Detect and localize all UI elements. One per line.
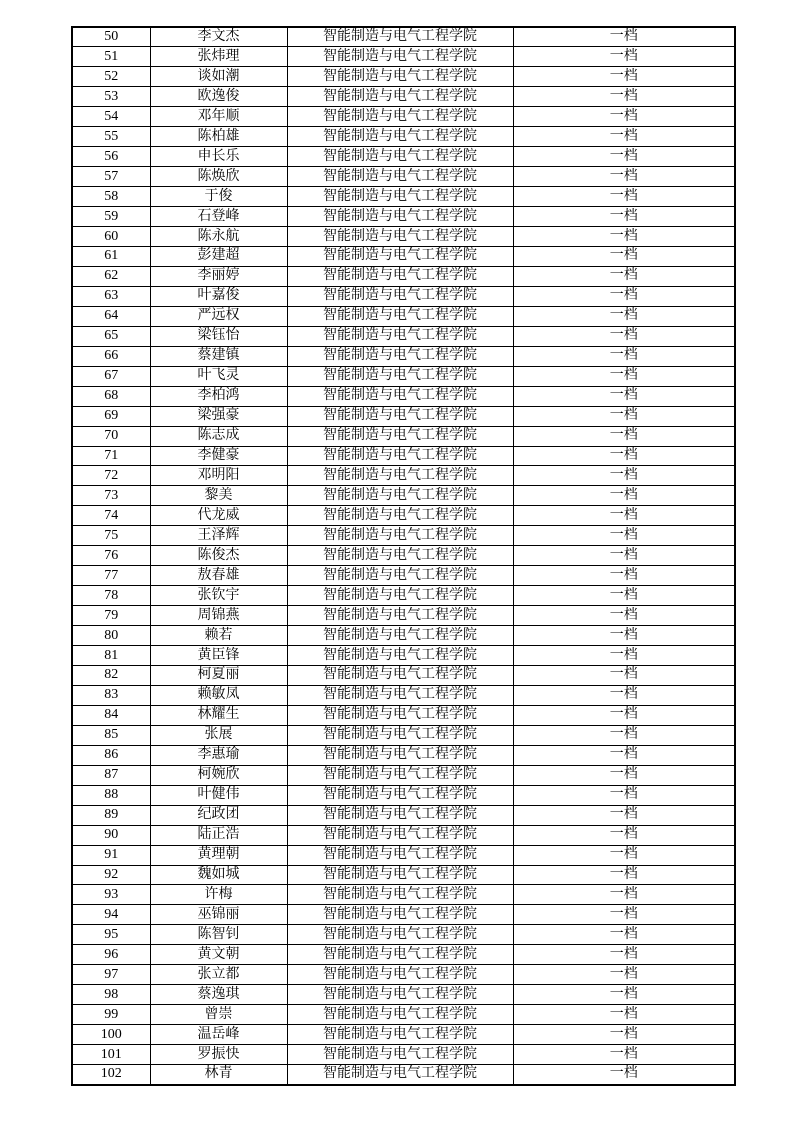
tier-cell: 一档 xyxy=(513,27,735,47)
tier-cell: 一档 xyxy=(513,526,735,546)
table-row xyxy=(72,765,735,785)
rank-cell: 97 xyxy=(72,965,150,985)
table-row xyxy=(72,985,735,1005)
rank-cell: 58 xyxy=(72,187,150,207)
tier-cell: 一档 xyxy=(513,227,735,247)
tier-cell: 一档 xyxy=(513,306,735,326)
table-row xyxy=(72,965,735,985)
table-row xyxy=(72,526,735,546)
tier-cell: 一档 xyxy=(513,167,735,187)
college-cell: 智能制造与电气工程学院 xyxy=(287,626,513,646)
tier-cell: 一档 xyxy=(513,266,735,286)
college-cell: 智能制造与电气工程学院 xyxy=(287,685,513,705)
college-cell: 智能制造与电气工程学院 xyxy=(287,865,513,885)
table-row xyxy=(72,506,735,526)
rank-cell: 81 xyxy=(72,646,150,666)
rank-cell: 64 xyxy=(72,306,150,326)
tier-cell: 一档 xyxy=(513,885,735,905)
tier-cell: 一档 xyxy=(513,666,735,686)
table-row xyxy=(72,147,735,167)
table-row xyxy=(72,745,735,765)
college-cell: 智能制造与电气工程学院 xyxy=(287,107,513,127)
tier-cell: 一档 xyxy=(513,1045,735,1065)
college-cell: 智能制造与电气工程学院 xyxy=(287,187,513,207)
table-row xyxy=(72,925,735,945)
name-cell: 于俊 xyxy=(150,187,287,207)
tier-cell: 一档 xyxy=(513,207,735,227)
college-cell: 智能制造与电气工程学院 xyxy=(287,326,513,346)
tier-cell: 一档 xyxy=(513,785,735,805)
table-row xyxy=(72,546,735,566)
college-cell: 智能制造与电气工程学院 xyxy=(287,127,513,147)
rank-cell: 91 xyxy=(72,845,150,865)
name-cell: 陆正浩 xyxy=(150,825,287,845)
rank-cell: 94 xyxy=(72,905,150,925)
tier-cell: 一档 xyxy=(513,626,735,646)
tier-cell: 一档 xyxy=(513,366,735,386)
college-cell: 智能制造与电气工程学院 xyxy=(287,446,513,466)
tier-cell: 一档 xyxy=(513,586,735,606)
tier-cell: 一档 xyxy=(513,346,735,366)
tier-cell: 一档 xyxy=(513,905,735,925)
table-row xyxy=(72,606,735,626)
college-cell: 智能制造与电气工程学院 xyxy=(287,1045,513,1065)
rank-cell: 93 xyxy=(72,885,150,905)
name-cell: 柯婉欣 xyxy=(150,765,287,785)
table-row xyxy=(72,266,735,286)
rank-cell: 59 xyxy=(72,207,150,227)
rank-cell: 79 xyxy=(72,606,150,626)
tier-cell: 一档 xyxy=(513,725,735,745)
roster-body xyxy=(72,27,735,1085)
rank-cell: 98 xyxy=(72,985,150,1005)
college-cell: 智能制造与电气工程学院 xyxy=(287,87,513,107)
name-cell: 李惠瑜 xyxy=(150,745,287,765)
tier-cell: 一档 xyxy=(513,466,735,486)
name-cell: 陈柏雄 xyxy=(150,127,287,147)
rank-cell: 95 xyxy=(72,925,150,945)
name-cell: 李健豪 xyxy=(150,446,287,466)
college-cell: 智能制造与电气工程学院 xyxy=(287,586,513,606)
college-cell: 智能制造与电气工程学院 xyxy=(287,885,513,905)
table-row xyxy=(72,825,735,845)
college-cell: 智能制造与电气工程学院 xyxy=(287,666,513,686)
college-cell: 智能制造与电气工程学院 xyxy=(287,207,513,227)
name-cell: 叶嘉俊 xyxy=(150,286,287,306)
tier-cell: 一档 xyxy=(513,246,735,266)
table-row xyxy=(72,626,735,646)
name-cell: 林青 xyxy=(150,1065,287,1085)
college-cell: 智能制造与电气工程学院 xyxy=(287,1025,513,1045)
rank-cell: 101 xyxy=(72,1045,150,1065)
rank-cell: 62 xyxy=(72,266,150,286)
tier-cell: 一档 xyxy=(513,127,735,147)
college-cell: 智能制造与电气工程学院 xyxy=(287,406,513,426)
rank-cell: 65 xyxy=(72,326,150,346)
college-cell: 智能制造与电气工程学院 xyxy=(287,1005,513,1025)
rank-cell: 75 xyxy=(72,526,150,546)
tier-cell: 一档 xyxy=(513,985,735,1005)
tier-cell: 一档 xyxy=(513,945,735,965)
rank-cell: 57 xyxy=(72,167,150,187)
table-row xyxy=(72,785,735,805)
table-row xyxy=(72,646,735,666)
table-row xyxy=(72,865,735,885)
name-cell: 梁钰怡 xyxy=(150,326,287,346)
rank-cell: 78 xyxy=(72,586,150,606)
name-cell: 敖春雄 xyxy=(150,566,287,586)
table-row xyxy=(72,87,735,107)
table-row xyxy=(72,207,735,227)
name-cell: 邓年顺 xyxy=(150,107,287,127)
college-cell: 智能制造与电气工程学院 xyxy=(287,266,513,286)
name-cell: 陈智钊 xyxy=(150,925,287,945)
name-cell: 巫锦丽 xyxy=(150,905,287,925)
rank-cell: 52 xyxy=(72,67,150,87)
college-cell: 智能制造与电气工程学院 xyxy=(287,725,513,745)
tier-cell: 一档 xyxy=(513,606,735,626)
college-cell: 智能制造与电气工程学院 xyxy=(287,566,513,586)
rank-cell: 83 xyxy=(72,685,150,705)
table-row xyxy=(72,386,735,406)
tier-cell: 一档 xyxy=(513,1025,735,1045)
table-row xyxy=(72,1005,735,1025)
rank-cell: 56 xyxy=(72,147,150,167)
name-cell: 欧逸俊 xyxy=(150,87,287,107)
college-cell: 智能制造与电气工程学院 xyxy=(287,1065,513,1085)
tier-cell: 一档 xyxy=(513,566,735,586)
name-cell: 梁强豪 xyxy=(150,406,287,426)
name-cell: 陈志成 xyxy=(150,426,287,446)
table-row xyxy=(72,286,735,306)
table-row xyxy=(72,1065,735,1085)
rank-cell: 66 xyxy=(72,346,150,366)
rank-cell: 74 xyxy=(72,506,150,526)
tier-cell: 一档 xyxy=(513,965,735,985)
rank-cell: 72 xyxy=(72,466,150,486)
name-cell: 谈如潮 xyxy=(150,67,287,87)
college-cell: 智能制造与电气工程学院 xyxy=(287,945,513,965)
table-row xyxy=(72,306,735,326)
rank-cell: 50 xyxy=(72,27,150,47)
table-row xyxy=(72,666,735,686)
table-row xyxy=(72,426,735,446)
rank-cell: 71 xyxy=(72,446,150,466)
name-cell: 周锦燕 xyxy=(150,606,287,626)
college-cell: 智能制造与电气工程学院 xyxy=(287,147,513,167)
tier-cell: 一档 xyxy=(513,546,735,566)
rank-cell: 82 xyxy=(72,666,150,686)
table-row xyxy=(72,566,735,586)
college-cell: 智能制造与电气工程学院 xyxy=(287,925,513,945)
tier-cell: 一档 xyxy=(513,745,735,765)
rank-cell: 55 xyxy=(72,127,150,147)
rank-cell: 88 xyxy=(72,785,150,805)
name-cell: 赖敏凤 xyxy=(150,685,287,705)
college-cell: 智能制造与电气工程学院 xyxy=(287,785,513,805)
tier-cell: 一档 xyxy=(513,426,735,446)
name-cell: 黄文朝 xyxy=(150,945,287,965)
table-row xyxy=(72,586,735,606)
name-cell: 温岳峰 xyxy=(150,1025,287,1045)
tier-cell: 一档 xyxy=(513,386,735,406)
name-cell: 叶健伟 xyxy=(150,785,287,805)
tier-cell: 一档 xyxy=(513,446,735,466)
rank-cell: 102 xyxy=(72,1065,150,1085)
rank-cell: 77 xyxy=(72,566,150,586)
table-row xyxy=(72,805,735,825)
tier-cell: 一档 xyxy=(513,486,735,506)
rank-cell: 61 xyxy=(72,246,150,266)
table-row xyxy=(72,107,735,127)
name-cell: 纪政团 xyxy=(150,805,287,825)
rank-cell: 60 xyxy=(72,227,150,247)
tier-cell: 一档 xyxy=(513,646,735,666)
table-row xyxy=(72,446,735,466)
name-cell: 黄理朝 xyxy=(150,845,287,865)
college-cell: 智能制造与电气工程学院 xyxy=(287,905,513,925)
tier-cell: 一档 xyxy=(513,286,735,306)
college-cell: 智能制造与电气工程学院 xyxy=(287,805,513,825)
tier-cell: 一档 xyxy=(513,67,735,87)
table-row xyxy=(72,27,735,47)
rank-cell: 89 xyxy=(72,805,150,825)
rank-cell: 85 xyxy=(72,725,150,745)
table-row xyxy=(72,705,735,725)
rank-cell: 51 xyxy=(72,47,150,67)
name-cell: 李丽婷 xyxy=(150,266,287,286)
rank-cell: 53 xyxy=(72,87,150,107)
rank-cell: 67 xyxy=(72,366,150,386)
college-cell: 智能制造与电气工程学院 xyxy=(287,306,513,326)
table-row xyxy=(72,486,735,506)
college-cell: 智能制造与电气工程学院 xyxy=(287,506,513,526)
name-cell: 陈永航 xyxy=(150,227,287,247)
college-cell: 智能制造与电气工程学院 xyxy=(287,286,513,306)
table-row xyxy=(72,466,735,486)
tier-cell: 一档 xyxy=(513,865,735,885)
tier-cell: 一档 xyxy=(513,765,735,785)
table-row xyxy=(72,326,735,346)
tier-cell: 一档 xyxy=(513,47,735,67)
name-cell: 蔡逸琪 xyxy=(150,985,287,1005)
college-cell: 智能制造与电气工程学院 xyxy=(287,27,513,47)
tier-cell: 一档 xyxy=(513,845,735,865)
college-cell: 智能制造与电气工程学院 xyxy=(287,546,513,566)
name-cell: 张钦宇 xyxy=(150,586,287,606)
rank-cell: 63 xyxy=(72,286,150,306)
table-row xyxy=(72,67,735,87)
table-row xyxy=(72,246,735,266)
name-cell: 蔡建镇 xyxy=(150,346,287,366)
college-cell: 智能制造与电气工程学院 xyxy=(287,985,513,1005)
table-row xyxy=(72,227,735,247)
name-cell: 曾崇 xyxy=(150,1005,287,1025)
name-cell: 黎美 xyxy=(150,486,287,506)
college-cell: 智能制造与电气工程学院 xyxy=(287,67,513,87)
rank-cell: 92 xyxy=(72,865,150,885)
tier-cell: 一档 xyxy=(513,406,735,426)
college-cell: 智能制造与电气工程学院 xyxy=(287,705,513,725)
college-cell: 智能制造与电气工程学院 xyxy=(287,526,513,546)
college-cell: 智能制造与电气工程学院 xyxy=(287,386,513,406)
college-cell: 智能制造与电气工程学院 xyxy=(287,845,513,865)
table-row xyxy=(72,1025,735,1045)
table-row xyxy=(72,127,735,147)
rank-cell: 80 xyxy=(72,626,150,646)
rank-cell: 87 xyxy=(72,765,150,785)
college-cell: 智能制造与电气工程学院 xyxy=(287,227,513,247)
college-cell: 智能制造与电气工程学院 xyxy=(287,366,513,386)
rank-cell: 73 xyxy=(72,486,150,506)
college-cell: 智能制造与电气工程学院 xyxy=(287,606,513,626)
name-cell: 李文杰 xyxy=(150,27,287,47)
table-row xyxy=(72,1045,735,1065)
college-cell: 智能制造与电气工程学院 xyxy=(287,346,513,366)
rank-cell: 70 xyxy=(72,426,150,446)
name-cell: 张展 xyxy=(150,725,287,745)
tier-cell: 一档 xyxy=(513,825,735,845)
name-cell: 柯夏丽 xyxy=(150,666,287,686)
name-cell: 邓明阳 xyxy=(150,466,287,486)
tier-cell: 一档 xyxy=(513,1065,735,1085)
table-row xyxy=(72,905,735,925)
college-cell: 智能制造与电气工程学院 xyxy=(287,646,513,666)
tier-cell: 一档 xyxy=(513,925,735,945)
table-row xyxy=(72,845,735,865)
tier-cell: 一档 xyxy=(513,147,735,167)
table-row xyxy=(72,945,735,965)
table-row xyxy=(72,167,735,187)
table-row xyxy=(72,187,735,207)
rank-cell: 100 xyxy=(72,1025,150,1045)
table-row xyxy=(72,366,735,386)
name-cell: 李柏鸿 xyxy=(150,386,287,406)
college-cell: 智能制造与电气工程学院 xyxy=(287,825,513,845)
name-cell: 林耀生 xyxy=(150,705,287,725)
name-cell: 黄臣锋 xyxy=(150,646,287,666)
name-cell: 彭建超 xyxy=(150,246,287,266)
table-row xyxy=(72,47,735,67)
name-cell: 赖若 xyxy=(150,626,287,646)
college-cell: 智能制造与电气工程学院 xyxy=(287,965,513,985)
rank-cell: 84 xyxy=(72,705,150,725)
college-cell: 智能制造与电气工程学院 xyxy=(287,466,513,486)
tier-cell: 一档 xyxy=(513,326,735,346)
name-cell: 张炜理 xyxy=(150,47,287,67)
name-cell: 陈俊杰 xyxy=(150,546,287,566)
table-row xyxy=(72,406,735,426)
college-cell: 智能制造与电气工程学院 xyxy=(287,167,513,187)
name-cell: 王泽辉 xyxy=(150,526,287,546)
tier-cell: 一档 xyxy=(513,685,735,705)
table-row xyxy=(72,725,735,745)
name-cell: 魏如城 xyxy=(150,865,287,885)
name-cell: 叶飞灵 xyxy=(150,366,287,386)
name-cell: 许梅 xyxy=(150,885,287,905)
table-row xyxy=(72,685,735,705)
student-roster-table xyxy=(71,26,736,1086)
rank-cell: 90 xyxy=(72,825,150,845)
tier-cell: 一档 xyxy=(513,805,735,825)
tier-cell: 一档 xyxy=(513,187,735,207)
rank-cell: 69 xyxy=(72,406,150,426)
tier-cell: 一档 xyxy=(513,107,735,127)
college-cell: 智能制造与电气工程学院 xyxy=(287,745,513,765)
rank-cell: 99 xyxy=(72,1005,150,1025)
college-cell: 智能制造与电气工程学院 xyxy=(287,47,513,67)
rank-cell: 54 xyxy=(72,107,150,127)
tier-cell: 一档 xyxy=(513,506,735,526)
rank-cell: 76 xyxy=(72,546,150,566)
college-cell: 智能制造与电气工程学院 xyxy=(287,765,513,785)
tier-cell: 一档 xyxy=(513,705,735,725)
name-cell: 申长乐 xyxy=(150,147,287,167)
table-row xyxy=(72,346,735,366)
college-cell: 智能制造与电气工程学院 xyxy=(287,426,513,446)
name-cell: 代龙威 xyxy=(150,506,287,526)
name-cell: 罗振快 xyxy=(150,1045,287,1065)
name-cell: 陈焕欣 xyxy=(150,167,287,187)
name-cell: 严远权 xyxy=(150,306,287,326)
name-cell: 张立都 xyxy=(150,965,287,985)
college-cell: 智能制造与电气工程学院 xyxy=(287,486,513,506)
tier-cell: 一档 xyxy=(513,1005,735,1025)
rank-cell: 68 xyxy=(72,386,150,406)
name-cell: 石登峰 xyxy=(150,207,287,227)
table-row xyxy=(72,885,735,905)
rank-cell: 86 xyxy=(72,745,150,765)
tier-cell: 一档 xyxy=(513,87,735,107)
college-cell: 智能制造与电气工程学院 xyxy=(287,246,513,266)
rank-cell: 96 xyxy=(72,945,150,965)
